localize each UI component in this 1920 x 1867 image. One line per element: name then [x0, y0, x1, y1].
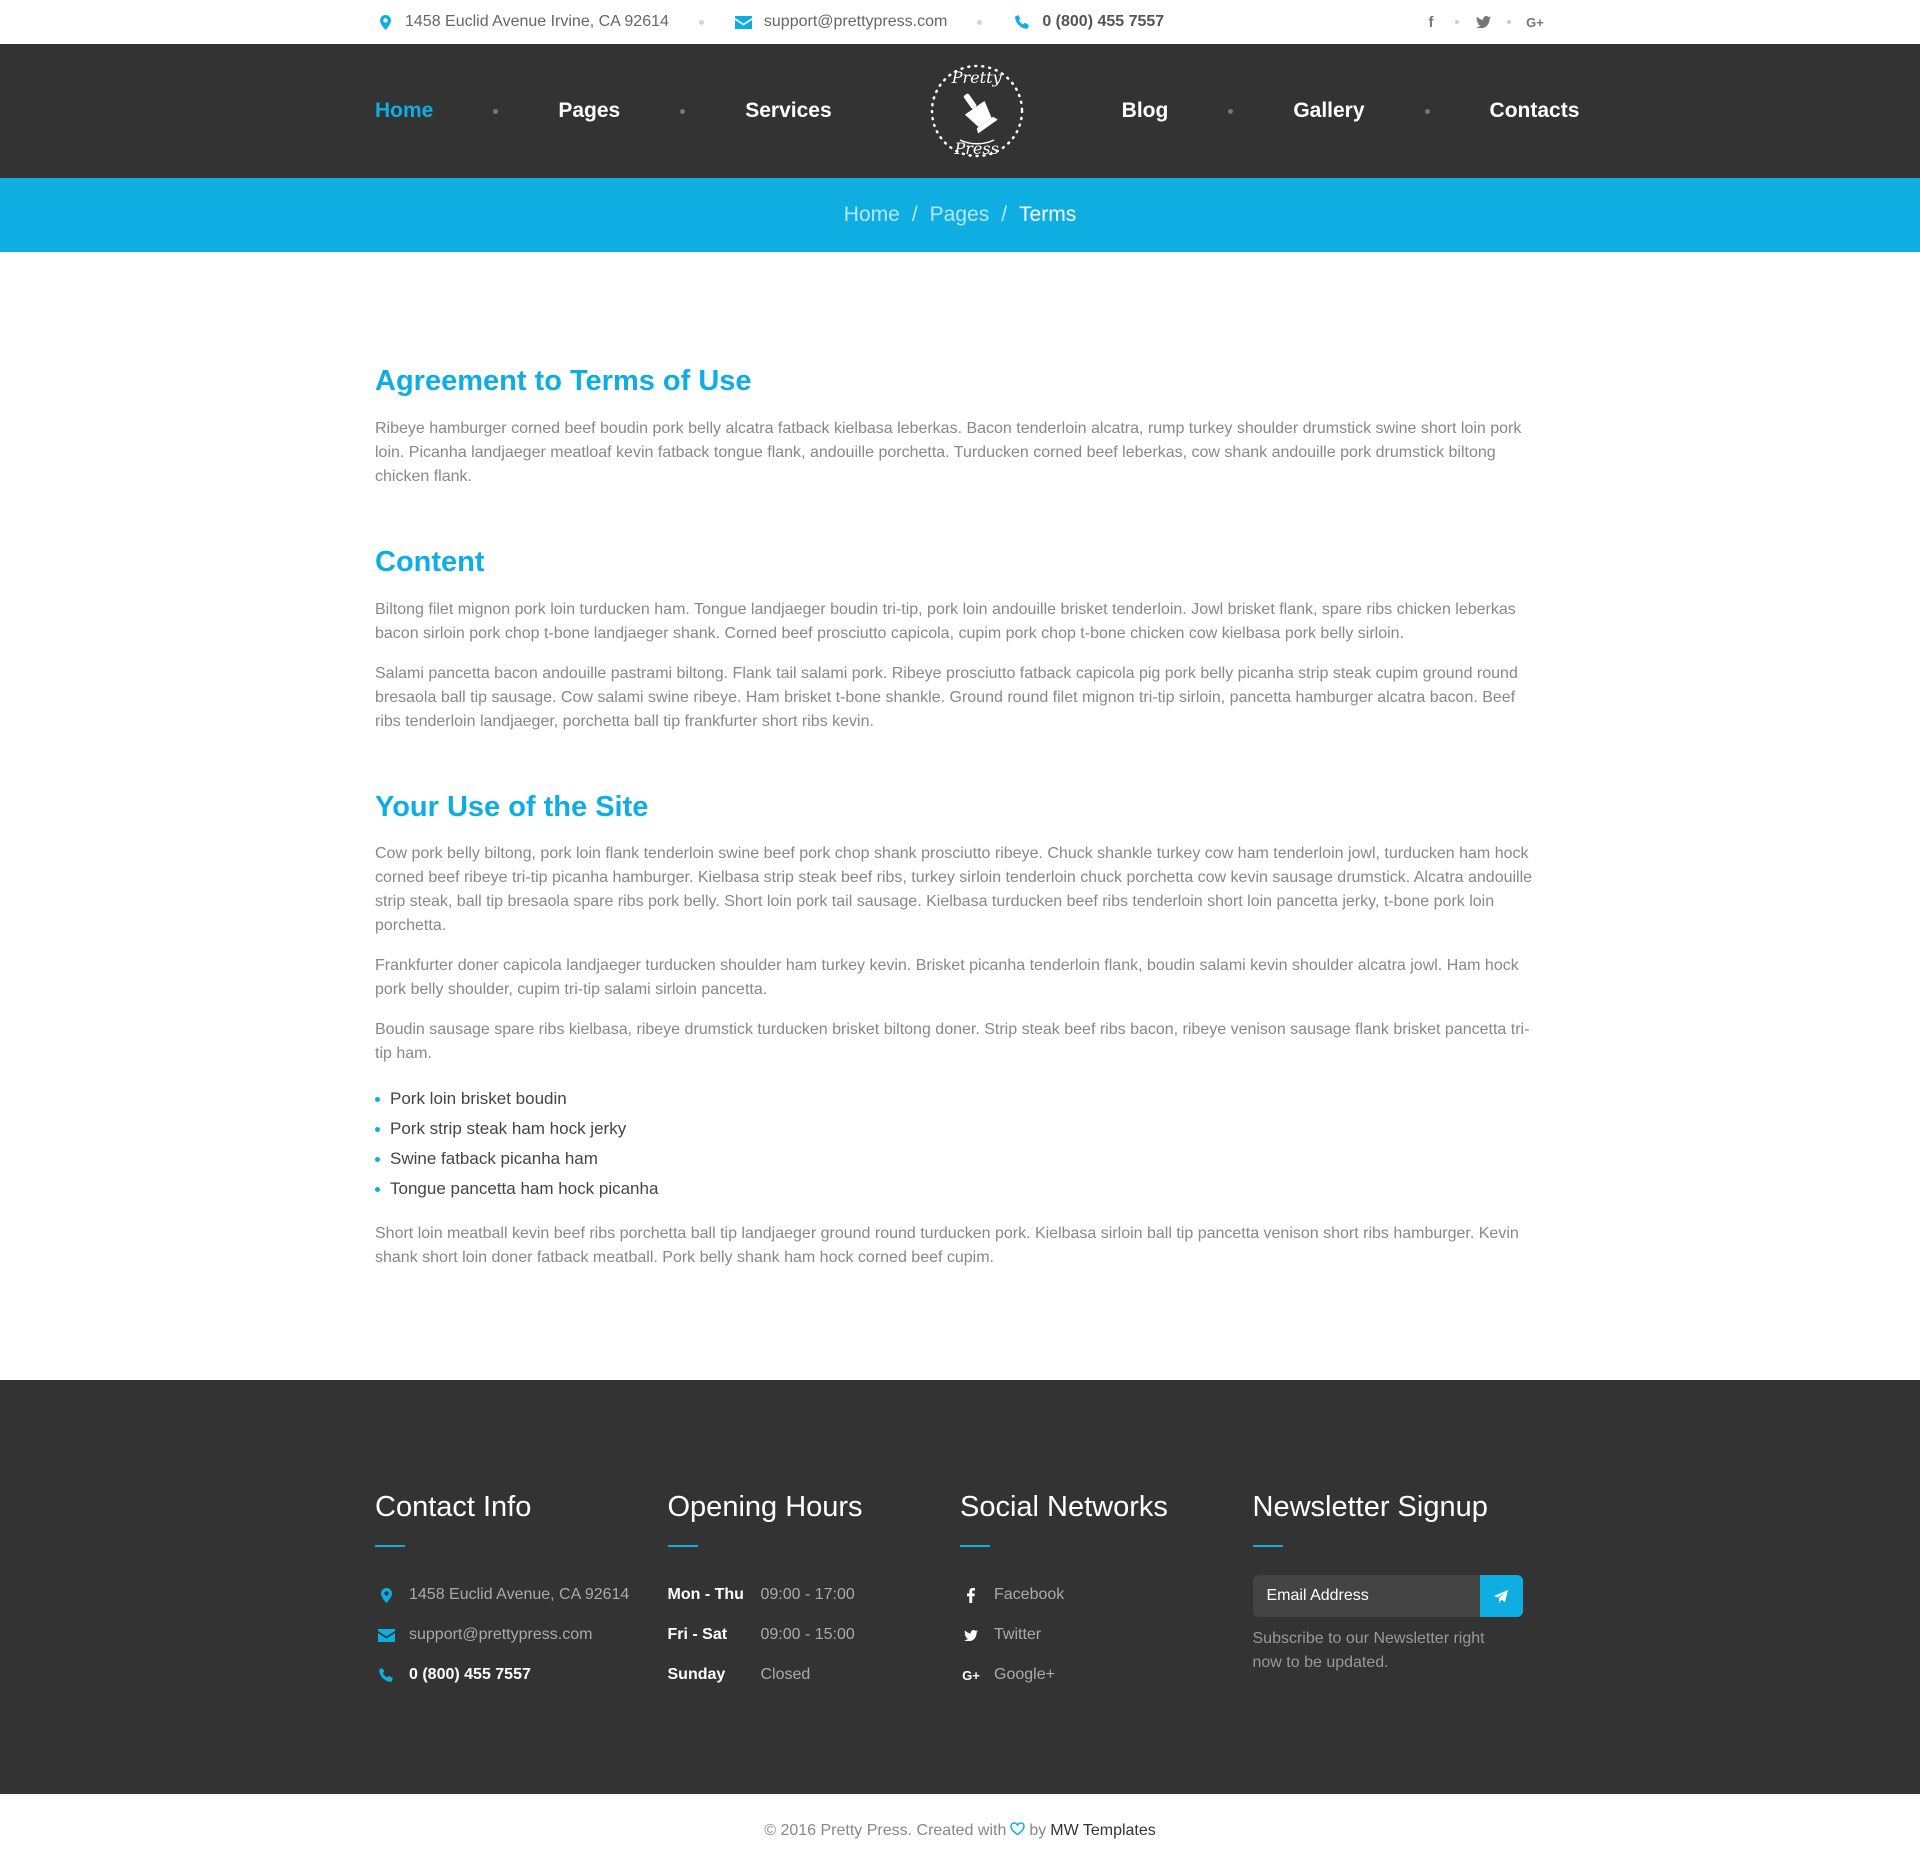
footer-title: Newsletter Signup	[1252, 1491, 1488, 1524]
topbar-phone[interactable]	[1012, 13, 1164, 31]
social-link-label[interactable]: Google+	[994, 1666, 1055, 1684]
section-title: Agreement to Terms of Use	[375, 365, 752, 397]
facebook-icon[interactable]	[1421, 14, 1441, 31]
footer-opening-hours	[668, 1490, 961, 1695]
list-item-text: Pork strip steak ham hock jerky	[390, 1119, 627, 1139]
list-item	[375, 1144, 1545, 1174]
paper-plane-icon	[1494, 1590, 1508, 1603]
twitter-icon[interactable]	[1473, 16, 1493, 28]
section-title: Your Use of the Site	[375, 790, 649, 823]
paragraph: Short loin meatball kevin beef ribs porchetta ball tip landjaeger ground round turducken pork. Kielbasa sirloin ball tip pancetta venison short ribs hamburger. Kevin shank short loin doner fatback meatball. Pork belly shank ham hock corned beef cupim.	[375, 1225, 1519, 1267]
bullet-dot	[375, 1097, 380, 1102]
footer-email[interactable]	[375, 1615, 668, 1655]
list-item	[375, 1114, 1545, 1144]
nav-left	[375, 99, 832, 123]
paragraph: Frankfurter doner capicola landjaeger turducken shoulder ham turkey kevin. Brisket picanha tenderloin flank, boudin salami kevin shoulder alcatra jowl. Ham hock pork belly shoulder, cupim tri-tip salami sirloin pancetta.	[375, 957, 1519, 999]
bullet-list	[375, 1084, 1545, 1204]
nav-pages[interactable]: Pages	[558, 99, 621, 122]
facebook-icon	[960, 1588, 982, 1603]
paragraph: Biltong filet mignon pork loin turducken ham. Tongue landjaeger boudin tri-tip, pork loin andouille brisket tenderloin. Jowl brisket flank, spare ribs chicken leberkas bacon sirloin pork chop t-bone landjaeger shank. Corned beef prosciutto capicola, cupim pork chop t-bone chicken cow kielbasa pork belly sirloin.	[375, 600, 1516, 642]
map-marker-icon	[375, 1588, 397, 1603]
envelope-icon	[734, 16, 754, 29]
top-bar	[0, 0, 1920, 44]
footer-title: Social Networks	[960, 1491, 1168, 1524]
footer-phone-text[interactable]: 0 (800) 455 7557	[409, 1666, 531, 1684]
copyright-by: by	[1029, 1821, 1047, 1839]
breadcrumb-home[interactable]: Home	[843, 203, 900, 226]
topbar-phone-text[interactable]: 0 (800) 455 7557	[1042, 13, 1165, 30]
newsletter-email-input[interactable]	[1253, 1575, 1480, 1617]
newsletter-submit-button[interactable]	[1480, 1575, 1523, 1617]
nav-right	[1122, 99, 1580, 123]
map-marker-icon	[375, 15, 395, 30]
nav-home[interactable]: Home	[375, 99, 434, 122]
newsletter-note: Subscribe to our Newsletter right now to be updated.	[1252, 1630, 1485, 1672]
list-item-text: Swine fatback picanha ham	[390, 1149, 598, 1169]
footer-newsletter	[1253, 1490, 1546, 1695]
topbar-email-text[interactable]: support@prettypress.com	[763, 13, 948, 30]
topbar-address	[375, 13, 669, 31]
nav-contacts[interactable]: Contacts	[1489, 99, 1580, 122]
hours-time: 09:00 - 15:00	[760, 1626, 855, 1644]
nav-separator-dot	[1228, 109, 1233, 114]
section-use-of-site	[375, 790, 1545, 1271]
site-logo[interactable]	[922, 56, 1032, 166]
separator-dot	[699, 20, 704, 25]
envelope-icon	[375, 1629, 397, 1642]
phone-icon	[1012, 15, 1032, 29]
google-plus-glyph: G+	[1526, 14, 1544, 30]
paragraph: Boudin sausage spare ribs kielbasa, ribeye drumstick turducken brisket biltong doner. Strip steak beef ribs bacon, ribeye venison sausage flank brisket pancetta tri-tip ham.	[375, 1021, 1530, 1063]
hours-time: 09:00 - 17:00	[760, 1586, 855, 1604]
copyright-text: © 2016 Pretty Press. Created with	[764, 1821, 1007, 1839]
hours-row	[668, 1655, 961, 1695]
separator-dot	[977, 20, 982, 25]
heart-icon	[1010, 1822, 1025, 1840]
nav-separator-dot	[1425, 109, 1430, 114]
footer-title-underline	[1253, 1545, 1283, 1547]
separator-dot	[1507, 20, 1511, 24]
hours-day: Sunday	[667, 1666, 726, 1684]
paragraph: Salami pancetta bacon andouille pastrami biltong. Flank tail salami pork. Ribeye prosciutto fatback capicola pig pork belly picanha strip steak cupim ground round bresaola ball tip sausage. Cow salami swine ribeye. Ham brisket t-bone shankle. Ground round filet mignon tri-tip sirloin, pancetta hamburger alcatra bacon. Beef ribs tenderloin landjaeger, porchetta ball tip frankfurter short ribs kevin.	[375, 664, 1518, 730]
social-link-facebook[interactable]	[960, 1575, 1253, 1615]
logo-text-top: Pretty	[951, 68, 1002, 87]
footer-title: Opening Hours	[667, 1491, 863, 1524]
nav-blog[interactable]: Blog	[1121, 99, 1169, 122]
list-item-text: Pork loin brisket boudin	[390, 1089, 567, 1109]
nav-gallery[interactable]: Gallery	[1293, 99, 1365, 122]
main-header	[0, 44, 1920, 178]
footer-email-text[interactable]: support@prettypress.com	[409, 1626, 593, 1644]
social-link-twitter[interactable]	[960, 1615, 1253, 1655]
logo-text-bottom: Press	[954, 139, 999, 158]
hours-row	[668, 1575, 961, 1615]
list-item	[375, 1174, 1545, 1204]
section-title: Content	[375, 545, 485, 578]
footer-address	[375, 1575, 668, 1615]
footer	[0, 1380, 1920, 1794]
social-link-label[interactable]: Twitter	[994, 1626, 1042, 1644]
google-plus-icon[interactable]	[1525, 15, 1545, 30]
bullet-dot	[375, 1157, 380, 1162]
copyright-bar	[0, 1794, 1920, 1867]
footer-title-underline	[375, 1545, 405, 1547]
breadcrumb-separator: /	[1001, 203, 1008, 226]
paragraph: Ribeye hamburger corned beef boudin pork belly alcatra fatback kielbasa leberkas. Bacon tenderloin alcatra, rump turkey shoulder drumstick swine short loin pork loin. Picanha landjaeger meatloaf kevin fatback tongue flank, andouille porchetta. Turducken corned beef leberkas, cow shank andouille pork drumstick biltong chicken flank.	[375, 419, 1522, 485]
footer-title: Contact Info	[375, 1491, 532, 1524]
nav-separator-dot	[493, 109, 498, 114]
nav-services[interactable]: Services	[745, 99, 832, 122]
footer-phone[interactable]	[375, 1655, 668, 1695]
bullet-dot	[375, 1187, 380, 1192]
nav-separator-dot	[680, 109, 685, 114]
newsletter-form	[1253, 1575, 1523, 1617]
footer-address-text: 1458 Euclid Avenue, CA 92614	[409, 1586, 630, 1604]
breadcrumb-pages[interactable]: Pages	[929, 203, 990, 226]
social-link-label[interactable]: Facebook	[994, 1586, 1065, 1604]
copyright-author-link[interactable]: MW Templates	[1050, 1821, 1156, 1839]
footer-title-underline	[668, 1545, 698, 1547]
bullet-dot	[375, 1127, 380, 1132]
hours-time: Closed	[760, 1666, 811, 1684]
footer-title-underline	[960, 1545, 990, 1547]
paragraph: Cow pork belly biltong, pork loin flank tenderloin swine beef pork chop shank prosciutto ribeye. Chuck shankle turkey cow ham tenderloin jowl, turducken ham hock corned beef ribeye tri-tip picanha hamburger. Kielbasa strip steak beef ribs, turkey sirloin tenderloin chuck porchetta cow kevin sausage drumstick. Alcatra andouille strip steak, ball tip bresaola spare ribs pork belly. Short loin pork tail sausage. Kielbasa turducken beef ribs tenderloin short loin pancetta jerky, t-bone pork loin porchetta.	[375, 845, 1533, 935]
twitter-icon	[960, 1630, 982, 1641]
topbar-address-text: 1458 Euclid Avenue Irvine, CA 92614	[405, 13, 669, 30]
main-content	[0, 252, 1920, 1380]
list-item	[375, 1084, 1545, 1114]
hours-day: Fri - Sat	[667, 1626, 728, 1644]
social-link-google-plus[interactable]	[960, 1655, 1253, 1695]
breadcrumb-separator: /	[911, 203, 918, 226]
breadcrumb	[0, 178, 1920, 252]
list-item-text: Tongue pancetta ham hock picanha	[390, 1179, 659, 1199]
hours-row	[668, 1615, 961, 1655]
hours-day: Mon - Thu	[667, 1586, 744, 1604]
facebook-glyph: f	[1428, 13, 1434, 31]
topbar-social	[1421, 14, 1545, 31]
separator-dot	[1455, 20, 1459, 24]
section-content	[375, 545, 1545, 734]
phone-icon	[375, 1668, 397, 1682]
topbar-email[interactable]	[734, 13, 947, 31]
footer-social-networks	[960, 1490, 1253, 1695]
footer-contact-info	[375, 1490, 668, 1695]
google-plus-icon: G+	[962, 1667, 980, 1683]
section-agreement	[375, 364, 1545, 489]
breadcrumb-current: Terms	[1019, 203, 1077, 226]
